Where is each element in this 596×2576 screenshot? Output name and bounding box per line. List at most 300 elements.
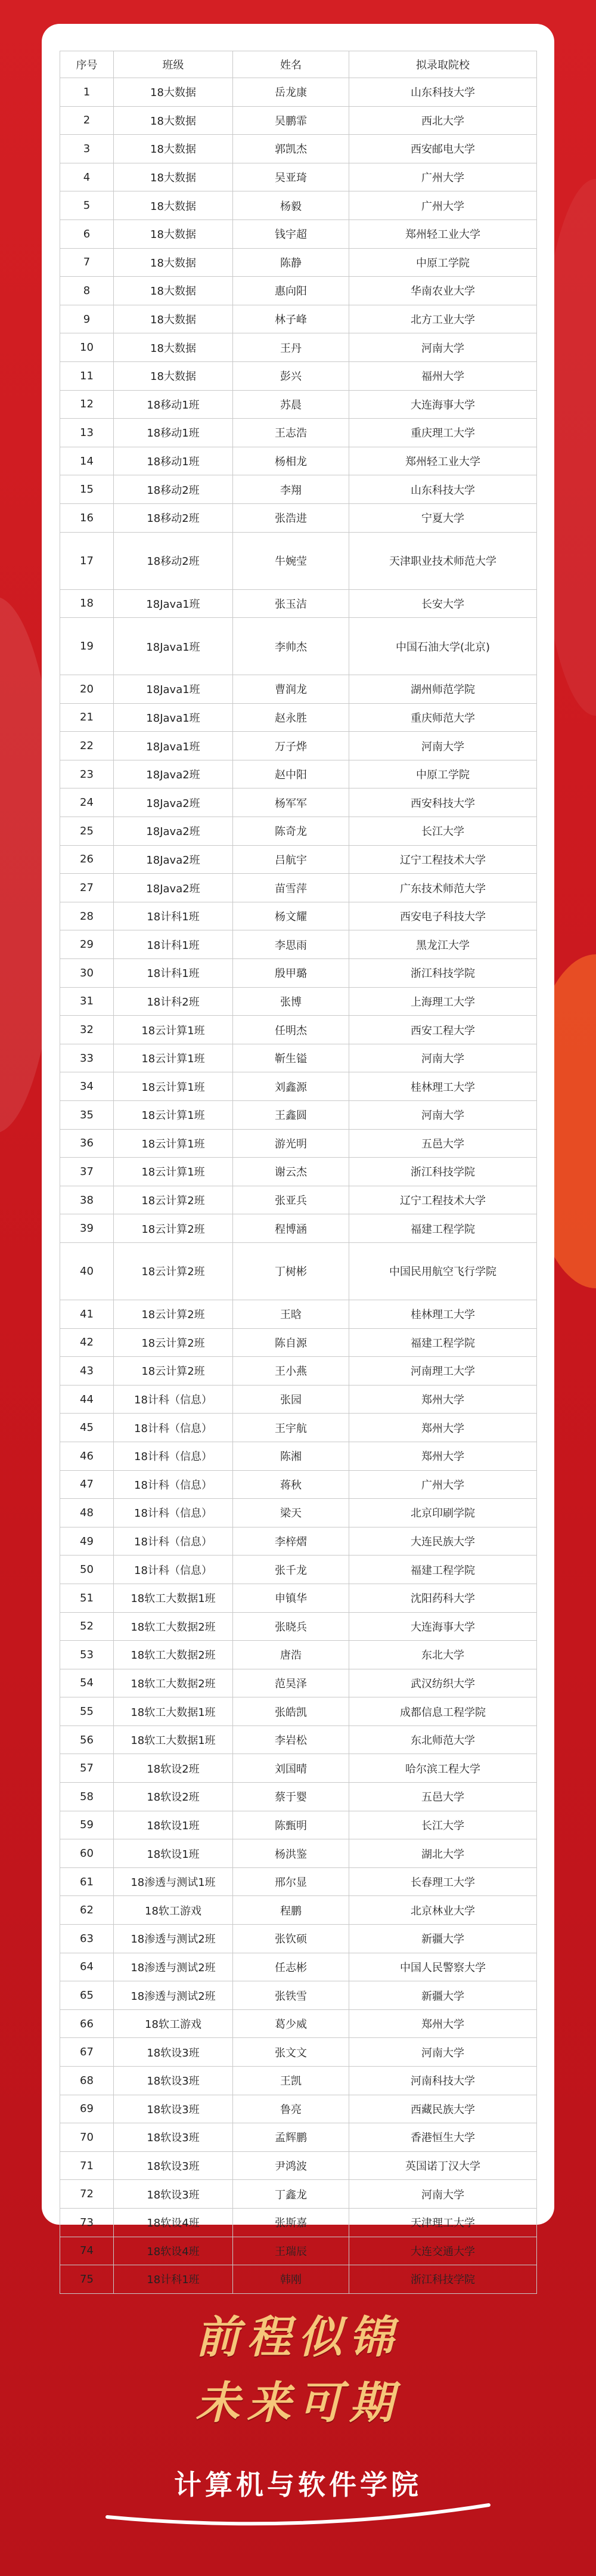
cell-school: 天津理工大学 xyxy=(349,2208,537,2237)
cell-index: 31 xyxy=(60,987,114,1016)
cell-school: 华南农业大学 xyxy=(349,277,537,305)
cell-class: 18软设3班 xyxy=(114,2038,233,2067)
cell-name: 李帅杰 xyxy=(233,618,349,675)
cell-class: 18云计算1班 xyxy=(114,1044,233,1072)
cell-name: 蒋秋 xyxy=(233,1470,349,1499)
cell-school: 哈尔滨工程大学 xyxy=(349,1754,537,1783)
cell-school: 山东科技大学 xyxy=(349,78,537,107)
table-row xyxy=(60,1953,537,1981)
table-row xyxy=(60,1300,537,1328)
cell-index: 64 xyxy=(60,1953,114,1981)
table-row xyxy=(60,2208,537,2237)
table-row xyxy=(60,1072,537,1101)
cell-class: 18软设2班 xyxy=(114,1783,233,1811)
cell-index: 75 xyxy=(60,2265,114,2294)
cell-index: 51 xyxy=(60,1584,114,1612)
table-row xyxy=(60,2067,537,2095)
cell-name: 曹润龙 xyxy=(233,675,349,704)
cell-name: 林子峰 xyxy=(233,305,349,333)
table-row xyxy=(60,874,537,902)
cell-class: 18软设3班 xyxy=(114,2151,233,2180)
cell-name: 彭兴 xyxy=(233,361,349,390)
cell-school: 东北大学 xyxy=(349,1641,537,1669)
cell-name: 王凯 xyxy=(233,2067,349,2095)
cell-class: 18移动2班 xyxy=(114,503,233,532)
cell-name: 李翔 xyxy=(233,475,349,504)
cell-index: 10 xyxy=(60,333,114,362)
cell-name: 张千龙 xyxy=(233,1556,349,1584)
cell-school: 郑州大学 xyxy=(349,1442,537,1470)
cell-class: 18软工大数据2班 xyxy=(114,1669,233,1697)
cell-school: 重庆师范大学 xyxy=(349,703,537,732)
cell-index: 13 xyxy=(60,419,114,447)
cell-index: 20 xyxy=(60,675,114,704)
cell-school: 新疆大学 xyxy=(349,1925,537,1953)
cell-index: 17 xyxy=(60,532,114,589)
table-row xyxy=(60,219,537,248)
cell-school: 郑州轻工业大学 xyxy=(349,447,537,475)
cell-index: 4 xyxy=(60,163,114,191)
cell-name: 程鹏 xyxy=(233,1896,349,1925)
cell-class: 18计科1班 xyxy=(114,902,233,930)
cell-class: 18Java2班 xyxy=(114,845,233,874)
cell-name: 申镇华 xyxy=(233,1584,349,1612)
cell-index: 14 xyxy=(60,447,114,475)
cell-name: 游光明 xyxy=(233,1129,349,1158)
cell-class: 18软设3班 xyxy=(114,2180,233,2209)
header-name: 姓名 xyxy=(233,51,349,78)
cell-class: 18大数据 xyxy=(114,248,233,277)
table-row xyxy=(60,959,537,988)
cell-school: 宁夏大学 xyxy=(349,503,537,532)
table-row xyxy=(60,788,537,817)
cell-class: 18大数据 xyxy=(114,106,233,135)
cell-school: 湖州师范学院 xyxy=(349,675,537,704)
cell-index: 53 xyxy=(60,1641,114,1669)
cell-name: 陈静 xyxy=(233,248,349,277)
cell-class: 18软工大数据1班 xyxy=(114,1725,233,1754)
cell-index: 9 xyxy=(60,305,114,333)
cell-name: 杨文耀 xyxy=(233,902,349,930)
table-row xyxy=(60,1556,537,1584)
cell-school: 浙江科技学院 xyxy=(349,2265,537,2294)
cell-index: 22 xyxy=(60,732,114,760)
cell-class: 18云计算1班 xyxy=(114,1016,233,1044)
cell-class: 18云计算1班 xyxy=(114,1101,233,1130)
table-row xyxy=(60,1697,537,1726)
cell-school: 郑州大学 xyxy=(349,1385,537,1414)
cell-school: 东北师范大学 xyxy=(349,1725,537,1754)
cell-school: 长江大学 xyxy=(349,817,537,846)
cell-index: 63 xyxy=(60,1925,114,1953)
cell-name: 张浩进 xyxy=(233,503,349,532)
table-row xyxy=(60,532,537,589)
cell-class: 18云计算1班 xyxy=(114,1129,233,1158)
cell-class: 18软设1班 xyxy=(114,1839,233,1868)
cell-name: 张玉洁 xyxy=(233,589,349,618)
table-row xyxy=(60,1214,537,1243)
table-row xyxy=(60,1129,537,1158)
cell-name: 任明杰 xyxy=(233,1016,349,1044)
cell-index: 61 xyxy=(60,1867,114,1896)
cell-name: 孟辉鹏 xyxy=(233,2123,349,2152)
cell-index: 59 xyxy=(60,1811,114,1839)
cell-class: 18云计算1班 xyxy=(114,1158,233,1186)
cell-name: 任志彬 xyxy=(233,1953,349,1981)
cell-class: 18大数据 xyxy=(114,135,233,163)
cell-class: 18软设2班 xyxy=(114,1754,233,1783)
cell-index: 25 xyxy=(60,817,114,846)
cell-class: 18计科（信息） xyxy=(114,1442,233,1470)
cell-school: 广州大学 xyxy=(349,191,537,220)
cell-index: 29 xyxy=(60,930,114,959)
cell-index: 11 xyxy=(60,361,114,390)
table-row xyxy=(60,1783,537,1811)
cell-index: 33 xyxy=(60,1044,114,1072)
cell-class: 18Java1班 xyxy=(114,618,233,675)
cell-name: 惠向阳 xyxy=(233,277,349,305)
cell-school: 武汉纺织大学 xyxy=(349,1669,537,1697)
cell-name: 张铁雪 xyxy=(233,1981,349,2010)
table-row xyxy=(60,2237,537,2265)
cell-class: 18软工大数据1班 xyxy=(114,1697,233,1726)
cell-class: 18Java1班 xyxy=(114,732,233,760)
cell-index: 28 xyxy=(60,902,114,930)
table-row xyxy=(60,760,537,788)
cell-class: 18软工游戏 xyxy=(114,2009,233,2038)
table-row xyxy=(60,1357,537,1386)
cell-index: 70 xyxy=(60,2123,114,2152)
cell-name: 刘国晴 xyxy=(233,1754,349,1783)
cell-name: 张园 xyxy=(233,1385,349,1414)
cell-class: 18云计算2班 xyxy=(114,1214,233,1243)
cell-name: 张博 xyxy=(233,987,349,1016)
table-row xyxy=(60,503,537,532)
brush-swoosh-icon xyxy=(101,2493,495,2535)
cell-class: 18软工游戏 xyxy=(114,1896,233,1925)
cell-school: 大连海事大学 xyxy=(349,1612,537,1641)
cell-name: 蔡于婴 xyxy=(233,1783,349,1811)
cell-index: 39 xyxy=(60,1214,114,1243)
table-row xyxy=(60,305,537,333)
cell-class: 18云计算2班 xyxy=(114,1328,233,1357)
table-row xyxy=(60,191,537,220)
table-row xyxy=(60,618,537,675)
cell-school: 西藏民族大学 xyxy=(349,2095,537,2123)
cell-name: 范昊泽 xyxy=(233,1669,349,1697)
cell-name: 张晓兵 xyxy=(233,1612,349,1641)
cell-name: 杨相龙 xyxy=(233,447,349,475)
table-row xyxy=(60,1158,537,1186)
cell-index: 30 xyxy=(60,959,114,988)
cell-index: 37 xyxy=(60,1158,114,1186)
cell-school: 大连海事大学 xyxy=(349,390,537,419)
cell-school: 桂林理工大学 xyxy=(349,1072,537,1101)
cell-school: 河南大学 xyxy=(349,2180,537,2209)
cell-index: 72 xyxy=(60,2180,114,2209)
cell-school: 广州大学 xyxy=(349,1470,537,1499)
cell-index: 15 xyxy=(60,475,114,504)
cell-name: 靳生镒 xyxy=(233,1044,349,1072)
cell-school: 河南大学 xyxy=(349,1101,537,1130)
table-row xyxy=(60,845,537,874)
cell-name: 葛少威 xyxy=(233,2009,349,2038)
cell-index: 67 xyxy=(60,2038,114,2067)
cell-name: 王瑞辰 xyxy=(233,2237,349,2265)
table-row xyxy=(60,2095,537,2123)
cell-school: 西安工程大学 xyxy=(349,1016,537,1044)
cell-class: 18渗透与测试2班 xyxy=(114,1925,233,1953)
cell-school: 广州大学 xyxy=(349,163,537,191)
cell-index: 57 xyxy=(60,1754,114,1783)
cell-class: 18渗透与测试1班 xyxy=(114,1867,233,1896)
header-class: 班级 xyxy=(114,51,233,78)
table-row xyxy=(60,1811,537,1839)
cell-school: 中国人民警察大学 xyxy=(349,1953,537,1981)
cell-name: 王志浩 xyxy=(233,419,349,447)
table-row xyxy=(60,2180,537,2209)
cell-school: 河南大学 xyxy=(349,1044,537,1072)
cell-name: 王晗 xyxy=(233,1300,349,1328)
cell-school: 中原工学院 xyxy=(349,760,537,788)
cell-index: 24 xyxy=(60,788,114,817)
cell-class: 18软设1班 xyxy=(114,1811,233,1839)
cell-index: 44 xyxy=(60,1385,114,1414)
slogan-line-1: 前程似锦 xyxy=(195,2312,401,2363)
table-row xyxy=(60,675,537,704)
table-row xyxy=(60,1186,537,1214)
cell-name: 赵中阳 xyxy=(233,760,349,788)
cell-index: 3 xyxy=(60,135,114,163)
cell-index: 1 xyxy=(60,78,114,107)
cell-class: 18Java1班 xyxy=(114,703,233,732)
cell-class: 18计科（信息） xyxy=(114,1414,233,1442)
cell-name: 陈奇龙 xyxy=(233,817,349,846)
cell-school: 西安邮电大学 xyxy=(349,135,537,163)
table-row xyxy=(60,1470,537,1499)
cell-school: 辽宁工程技术大学 xyxy=(349,845,537,874)
cell-class: 18软设4班 xyxy=(114,2237,233,2265)
cell-class: 18计科（信息） xyxy=(114,1556,233,1584)
cell-class: 18计科2班 xyxy=(114,987,233,1016)
table-row xyxy=(60,2009,537,2038)
cell-school: 长春理工大学 xyxy=(349,1867,537,1896)
cell-school: 河南大学 xyxy=(349,333,537,362)
cell-school: 广东技术师范大学 xyxy=(349,874,537,902)
cell-index: 45 xyxy=(60,1414,114,1442)
cell-index: 54 xyxy=(60,1669,114,1697)
cell-index: 32 xyxy=(60,1016,114,1044)
cell-school: 上海理工大学 xyxy=(349,987,537,1016)
cell-class: 18云计算2班 xyxy=(114,1186,233,1214)
cell-class: 18Java2班 xyxy=(114,788,233,817)
cell-name: 程博涵 xyxy=(233,1214,349,1243)
cell-index: 16 xyxy=(60,503,114,532)
table-row xyxy=(60,1385,537,1414)
table-row xyxy=(60,2038,537,2067)
cell-school: 北方工业大学 xyxy=(349,305,537,333)
cell-index: 2 xyxy=(60,106,114,135)
cell-name: 李梓熠 xyxy=(233,1527,349,1556)
table-row xyxy=(60,333,537,362)
cell-school: 福建工程学院 xyxy=(349,1556,537,1584)
cell-name: 张钦硕 xyxy=(233,1925,349,1953)
cell-class: 18软设3班 xyxy=(114,2123,233,2152)
cell-name: 王小燕 xyxy=(233,1357,349,1386)
cell-class: 18云计算2班 xyxy=(114,1242,233,1300)
table-row xyxy=(60,1725,537,1754)
cell-name: 吴亚琦 xyxy=(233,163,349,191)
cell-class: 18移动1班 xyxy=(114,419,233,447)
cell-class: 18移动1班 xyxy=(114,390,233,419)
cell-school: 大连民族大学 xyxy=(349,1527,537,1556)
cell-class: 18软设4班 xyxy=(114,2208,233,2237)
cell-school: 黑龙江大学 xyxy=(349,930,537,959)
cell-school: 郑州大学 xyxy=(349,2009,537,2038)
table-row xyxy=(60,135,537,163)
table-row xyxy=(60,447,537,475)
cell-school: 郑州轻工业大学 xyxy=(349,219,537,248)
cell-class: 18计科（信息） xyxy=(114,1470,233,1499)
header-school: 拟录取院校 xyxy=(349,51,537,78)
cell-class: 18计科1班 xyxy=(114,2265,233,2294)
cell-name: 陈甄明 xyxy=(233,1811,349,1839)
cell-name: 杨毅 xyxy=(233,191,349,220)
cell-class: 18Java2班 xyxy=(114,760,233,788)
table-row xyxy=(60,106,537,135)
table-row xyxy=(60,78,537,107)
cell-class: 18移动1班 xyxy=(114,447,233,475)
cell-school: 北京林业大学 xyxy=(349,1896,537,1925)
cell-name: 梁天 xyxy=(233,1499,349,1527)
cell-index: 46 xyxy=(60,1442,114,1470)
cell-class: 18渗透与测试2班 xyxy=(114,1981,233,2010)
college-name: 计算机与软件学院 xyxy=(174,2469,422,2501)
cell-name: 李岩松 xyxy=(233,1725,349,1754)
cell-index: 60 xyxy=(60,1839,114,1868)
cell-school: 五邑大学 xyxy=(349,1783,537,1811)
cell-name: 刘鑫源 xyxy=(233,1072,349,1101)
table-row xyxy=(60,1754,537,1783)
cell-index: 19 xyxy=(60,618,114,675)
table-row xyxy=(60,2123,537,2152)
cell-school: 天津职业技术师范大学 xyxy=(349,532,537,589)
cell-index: 71 xyxy=(60,2151,114,2180)
table-row xyxy=(60,817,537,846)
cell-index: 69 xyxy=(60,2095,114,2123)
cell-school: 大连交通大学 xyxy=(349,2237,537,2265)
table-row xyxy=(60,589,537,618)
cell-name: 杨军军 xyxy=(233,788,349,817)
cell-name: 牛婉莹 xyxy=(233,532,349,589)
cell-school: 中原工学院 xyxy=(349,248,537,277)
cell-index: 49 xyxy=(60,1527,114,1556)
cell-class: 18云计算1班 xyxy=(114,1072,233,1101)
cell-name: 张亚兵 xyxy=(233,1186,349,1214)
cell-class: 18Java1班 xyxy=(114,675,233,704)
cell-name: 尹鸿波 xyxy=(233,2151,349,2180)
cell-school: 湖北大学 xyxy=(349,1839,537,1868)
cell-name: 邢尔显 xyxy=(233,1867,349,1896)
cell-index: 73 xyxy=(60,2208,114,2237)
cell-school: 中国民用航空飞行学院 xyxy=(349,1242,537,1300)
cell-name: 王鑫圆 xyxy=(233,1101,349,1130)
cell-school: 福建工程学院 xyxy=(349,1214,537,1243)
cell-index: 66 xyxy=(60,2009,114,2038)
cell-index: 43 xyxy=(60,1357,114,1386)
cell-index: 55 xyxy=(60,1697,114,1726)
cell-name: 谢云杰 xyxy=(233,1158,349,1186)
cell-name: 王宇航 xyxy=(233,1414,349,1442)
table-row xyxy=(60,1101,537,1130)
cell-school: 香港恒生大学 xyxy=(349,2123,537,2152)
cell-index: 36 xyxy=(60,1129,114,1158)
table-row xyxy=(60,1925,537,1953)
header-index: 序号 xyxy=(60,51,114,78)
table-row xyxy=(60,1641,537,1669)
cell-index: 38 xyxy=(60,1186,114,1214)
cell-class: 18计科（信息） xyxy=(114,1527,233,1556)
cell-school: 河南大学 xyxy=(349,732,537,760)
cell-index: 23 xyxy=(60,760,114,788)
cell-name: 陈自源 xyxy=(233,1328,349,1357)
table-row xyxy=(60,1584,537,1612)
cell-index: 34 xyxy=(60,1072,114,1101)
cell-index: 6 xyxy=(60,219,114,248)
cell-school: 长江大学 xyxy=(349,1811,537,1839)
table-row xyxy=(60,1044,537,1072)
cell-class: 18云计算2班 xyxy=(114,1300,233,1328)
cell-school: 成都信息工程学院 xyxy=(349,1697,537,1726)
table-row xyxy=(60,1867,537,1896)
cell-index: 65 xyxy=(60,1981,114,2010)
table-header-row xyxy=(60,51,537,78)
cell-index: 47 xyxy=(60,1470,114,1499)
table-row xyxy=(60,1414,537,1442)
cell-index: 48 xyxy=(60,1499,114,1527)
cell-school: 郑州大学 xyxy=(349,1414,537,1442)
cell-school: 沈阳药科大学 xyxy=(349,1584,537,1612)
table-row xyxy=(60,277,537,305)
cell-class: 18软工大数据2班 xyxy=(114,1612,233,1641)
cell-index: 26 xyxy=(60,845,114,874)
cell-class: 18大数据 xyxy=(114,333,233,362)
cell-school: 福建工程学院 xyxy=(349,1328,537,1357)
cell-class: 18大数据 xyxy=(114,191,233,220)
cell-school: 辽宁工程技术大学 xyxy=(349,1186,537,1214)
cell-class: 18大数据 xyxy=(114,305,233,333)
cell-index: 52 xyxy=(60,1612,114,1641)
table-row xyxy=(60,2265,537,2294)
cell-index: 27 xyxy=(60,874,114,902)
cell-index: 18 xyxy=(60,589,114,618)
cell-school: 中国石油大学(北京) xyxy=(349,618,537,675)
cell-name: 岳龙康 xyxy=(233,78,349,107)
cell-class: 18软工大数据2班 xyxy=(114,1641,233,1669)
cell-name: 王丹 xyxy=(233,333,349,362)
cell-class: 18大数据 xyxy=(114,361,233,390)
table-row xyxy=(60,1896,537,1925)
cell-name: 韩刚 xyxy=(233,2265,349,2294)
table-row xyxy=(60,902,537,930)
cell-school: 五邑大学 xyxy=(349,1129,537,1158)
table-row xyxy=(60,1016,537,1044)
table-row xyxy=(60,1442,537,1470)
cell-class: 18移动2班 xyxy=(114,475,233,504)
cell-class: 18计科（信息） xyxy=(114,1499,233,1527)
cell-school: 河南理工大学 xyxy=(349,1357,537,1386)
cell-name: 张皓凯 xyxy=(233,1697,349,1726)
